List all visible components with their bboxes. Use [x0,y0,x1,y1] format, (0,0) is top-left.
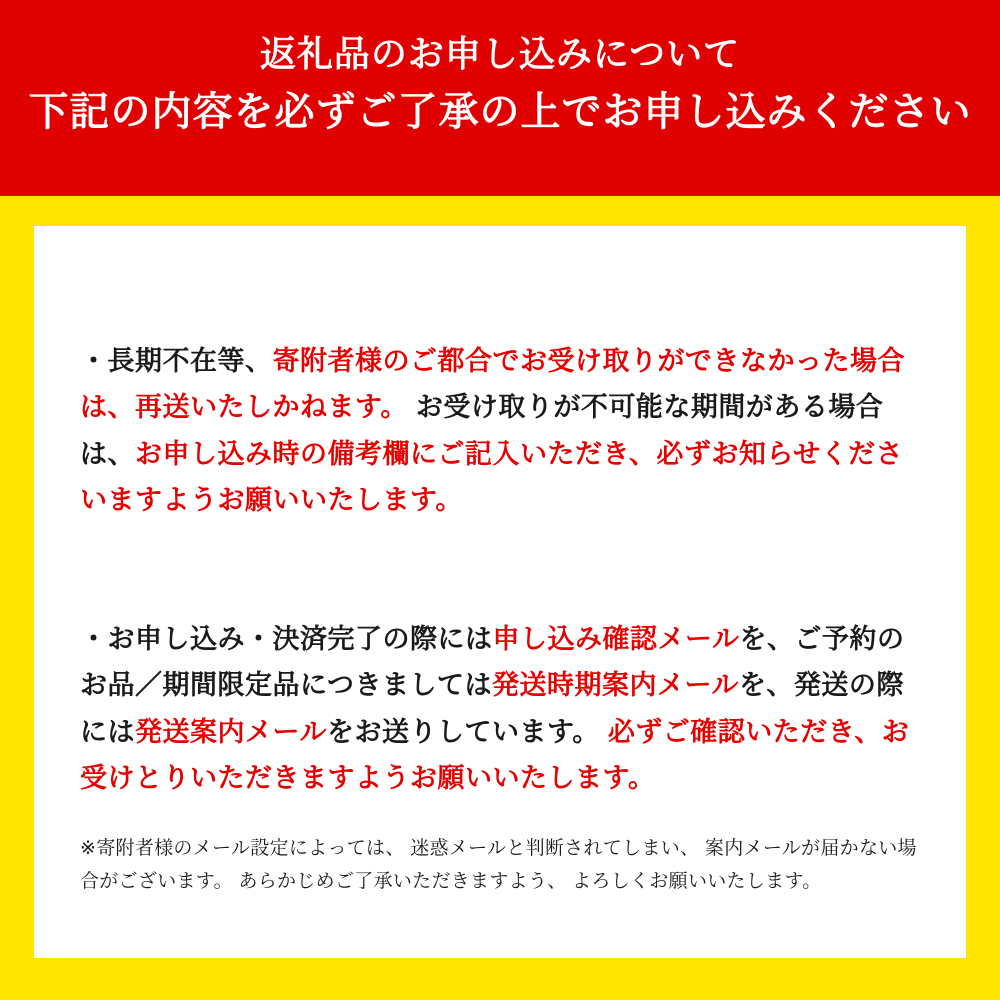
notice-footnote: ※寄附者様のメール設定によっては、 迷惑メールと判断されてしまい、 案内メールが届かない場合がございます。 あらかじめご了承いただきますよう、 よろしくお願いいたします。 [80,837,917,892]
notice-item-2-seg1: ・お申し込み・決済完了の際には [80,623,493,654]
notice-item-2-seg8: 必ずご確認いただき、お受けとりいただきますようお願いいたします。 [80,716,910,794]
notice-item-1-seg4: お申し込み時の備考欄にご記入いただき、必ずお知らせくださいますようお願いいたします。 [80,438,904,516]
notice-item-2 [80,616,920,802]
header-title-line1: 返礼品のお申し込みについて [259,33,741,74]
notice-item-1 [80,338,920,524]
notice-item-1-seg3: お受け取りが不可能な期間がある場合は、 [80,392,884,469]
page-header [0,0,1000,196]
notice-item-2-seg7: をお送りしています。 [326,716,608,747]
header-title-line2: 下記の内容を必ずご了承の上でお申し込みください [28,89,972,134]
notice-item-2-seg5: を、発送の際には [80,670,904,747]
notice-item-1-seg1: ・長期不在等、 [80,346,273,376]
notice-item-2-seg3: を、ご予約のお品／期間限定品につきましては [80,623,905,701]
notice-item-2-seg6: 発送案内メール [135,716,327,747]
notice-card [34,226,966,958]
notice-item-2-seg2: 申し込み確認メール [492,623,740,654]
notice-item-1-seg2: 寄附者様のご都合でお受け取りができなかった場合は、再送いたしかねます。 [80,346,905,423]
notice-item-2-seg4: 発送時期案内メール [491,670,739,701]
